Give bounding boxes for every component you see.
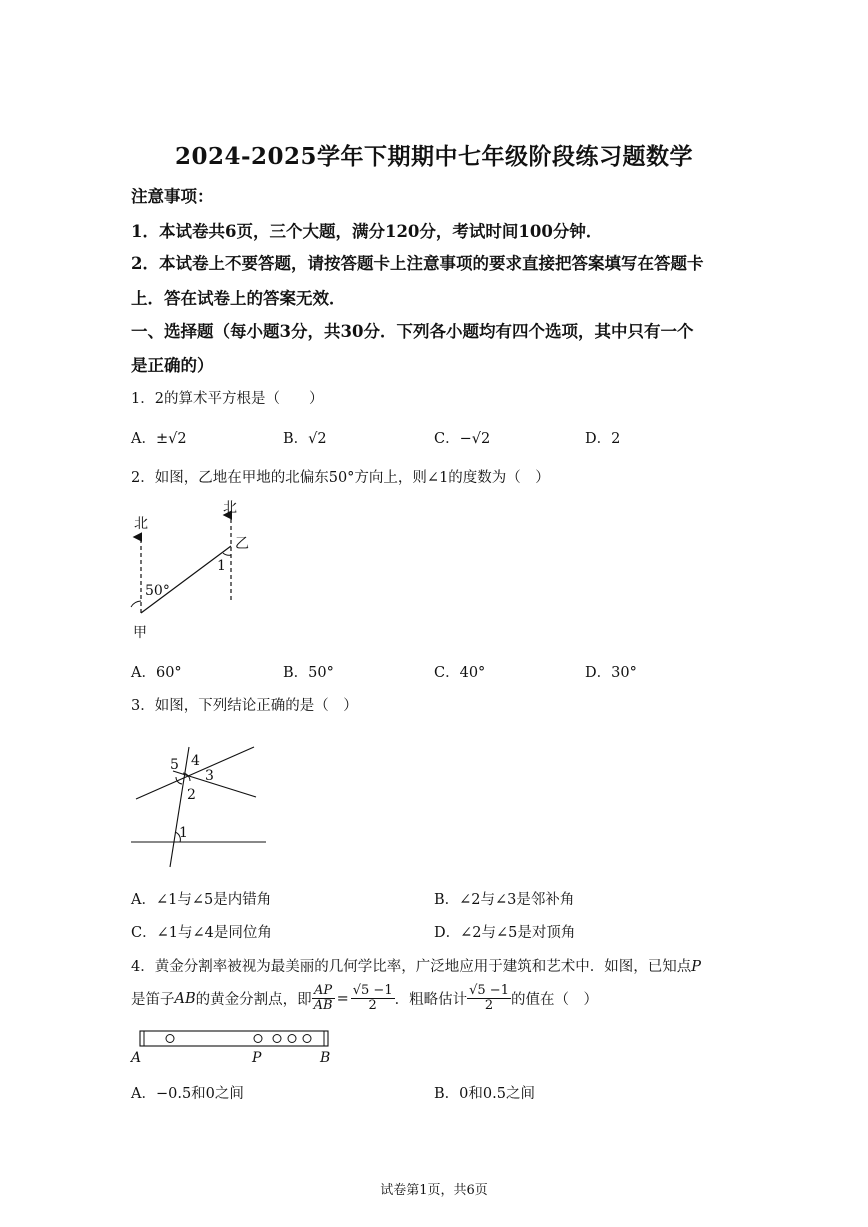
flute-body	[140, 1031, 328, 1046]
question-3-stem: 3．如图，下列结论正确的是（ ）	[131, 698, 358, 714]
section-1-heading-line-2: 是正确的）	[131, 356, 214, 375]
question-4-flute-figure	[128, 1028, 343, 1068]
fraction-ab-denominator: AB	[313, 998, 333, 1014]
angle-1-arc	[223, 553, 231, 555]
fraction-golden-denominator: 2	[368, 998, 377, 1014]
notice-heading: 注意事项：	[131, 187, 214, 206]
line-lower	[173, 771, 256, 797]
question-1-option-d[interactable]: D．2	[585, 431, 621, 447]
section-1-heading-line-1: 一、选择题（每小题3分，共30分．下列各小题均有四个选项，其中只有一个	[131, 322, 694, 341]
question-4-stem-end: 的值在（ ）	[510, 992, 598, 1009]
question-2-stem: 2．如图，乙地在甲地的北偏东50°方向上，则∠1的度数为（ ）	[131, 470, 550, 486]
fraction-golden-ratio	[351, 984, 395, 1014]
point-b-label: 乙	[235, 536, 249, 552]
notice-item-1: 1．本试卷共6页，三个大题，满分120分，考试时间100分钟．	[131, 222, 603, 241]
flute-hole	[303, 1035, 311, 1043]
question-4-stem-mid: 的黄金分割点，即	[195, 992, 312, 1009]
page-footer: 试卷第1页，共6页	[380, 1183, 488, 1198]
fraction-estimate-denominator: 2	[484, 998, 494, 1014]
angle-50-label: 50°	[145, 583, 170, 599]
angle-1-label: 1	[217, 558, 226, 574]
angle-50-arc	[131, 601, 141, 607]
point-a-label: A	[131, 1050, 142, 1066]
north-label-right: 北	[223, 500, 237, 516]
page-title: 2024-2025学年下期期中七年级阶段练习题数学	[174, 143, 694, 170]
segment-ab-label: AB	[174, 990, 196, 1007]
question-3-option-d[interactable]: D．∠2与∠5是对顶角	[434, 925, 576, 941]
question-4-option-b[interactable]: B．0和0.5之间	[434, 1086, 535, 1102]
question-4-stem-text: 4．黄金分割率被视为最美丽的几何学比率，广泛地应用于建筑和艺术中．如图，已知点	[131, 959, 692, 975]
fraction-estimate	[467, 984, 511, 1014]
angle-1-label: 1	[179, 825, 188, 841]
point-b-label: B	[320, 1050, 331, 1066]
north-label-left: 北	[134, 516, 148, 532]
angle-3-label: 3	[205, 768, 214, 784]
question-4-stem-line-2	[131, 984, 598, 1014]
question-1-option-a[interactable]: A．±√2	[131, 431, 187, 447]
question-3-figure	[128, 735, 273, 875]
question-3-option-a[interactable]: A．∠1与∠5是内错角	[131, 892, 272, 908]
flute-hole	[273, 1035, 281, 1043]
point-p-label: P	[691, 959, 701, 975]
question-2-figure	[125, 495, 265, 645]
question-4-option-a[interactable]: A．−0.5和0之间	[131, 1086, 244, 1102]
flute-hole	[166, 1035, 174, 1043]
flute-hole	[288, 1035, 296, 1043]
angle-5-label: 5	[170, 757, 179, 773]
question-2-option-d[interactable]: D．30°	[585, 665, 637, 681]
fraction-ap-ab	[312, 984, 335, 1014]
fraction-estimate-numerator: √5 −1	[469, 983, 509, 998]
point-a-label: 甲	[133, 625, 147, 641]
question-1-option-c[interactable]: C．−√2	[434, 431, 491, 447]
angle-4-label: 4	[191, 753, 200, 769]
question-3-option-b[interactable]: B．∠2与∠3是邻补角	[434, 892, 575, 908]
equals-sign: =	[336, 990, 349, 1007]
fraction-golden-numerator: √5 −1	[352, 983, 393, 998]
angle-2-label: 2	[187, 787, 196, 803]
notice-item-2-line-1: 2．本试卷上不要答题，请按答题卡上注意事项的要求直接把答案填写在答题卡	[131, 254, 704, 273]
question-4-stem-post: ．粗略估计	[394, 992, 468, 1009]
point-p-label: P	[252, 1050, 262, 1066]
question-4-stem-line-1	[131, 955, 701, 976]
question-2-option-c[interactable]: C．40°	[434, 665, 486, 681]
question-1-option-b[interactable]: B．√2	[283, 431, 327, 447]
question-1-stem: 1．2的算术平方根是（ ）	[131, 391, 324, 407]
question-2-option-a[interactable]: A．60°	[131, 665, 182, 681]
question-2-option-b[interactable]: B．50°	[283, 665, 334, 681]
direction-line	[141, 546, 231, 613]
question-4-stem-pre: 是笛子	[131, 992, 175, 1009]
notice-item-2-line-2: 上．答在试卷上的答案无效．	[131, 289, 346, 308]
question-3-option-c[interactable]: C．∠1与∠4是同位角	[131, 925, 272, 941]
flute-hole	[254, 1035, 262, 1043]
fraction-ap-numerator: AP	[312, 984, 335, 999]
